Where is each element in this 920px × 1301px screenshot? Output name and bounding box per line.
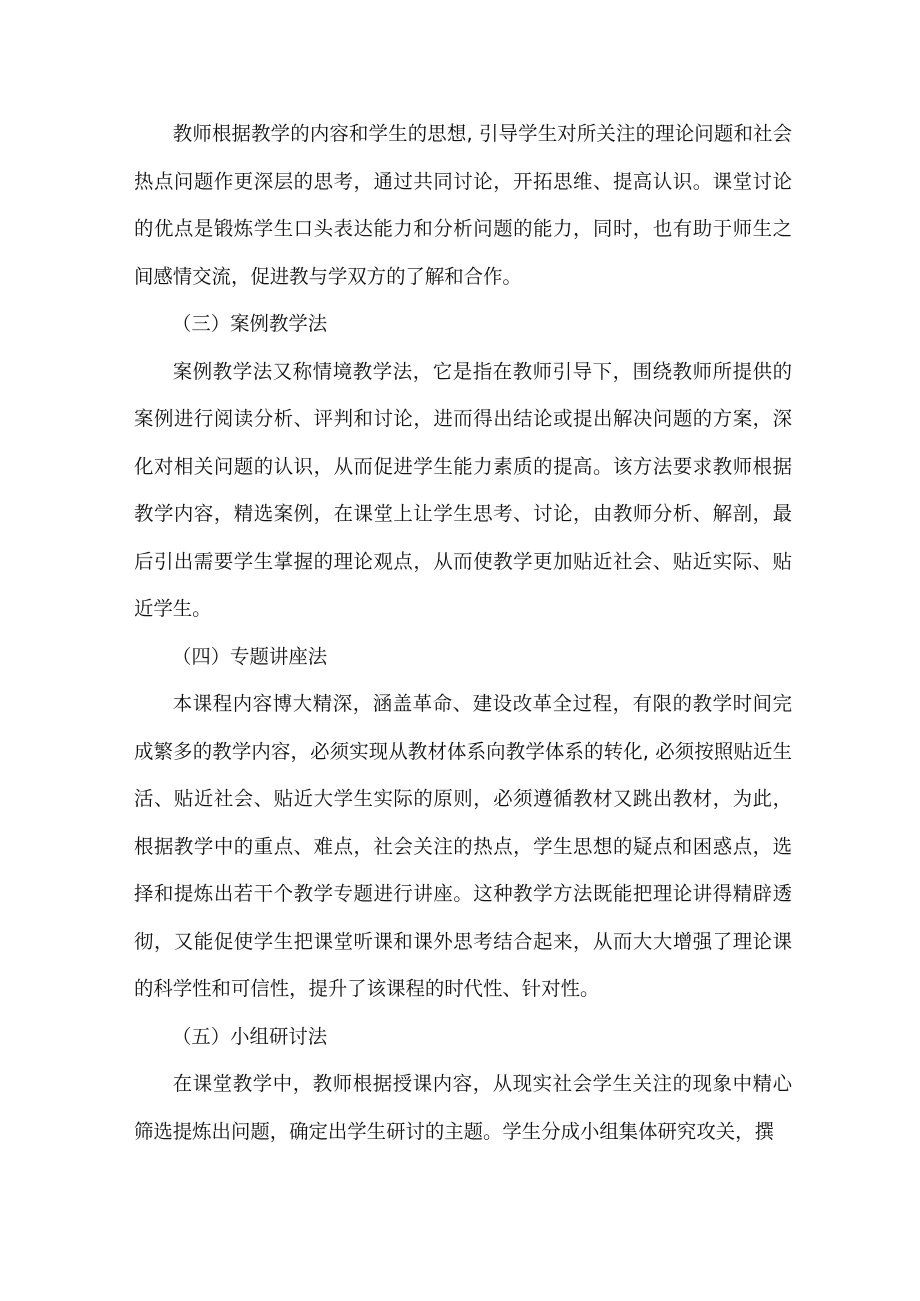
paragraph-lecture-method: 本课程内容博大精深，涵盖革命、建设改革全过程，有限的教学时间完成繁多的教学内容，必须实现从教材体系向教学体系的转化, 必须按照贴近生活、贴近社会、贴近大学生实际的原则，必须遵循教材又跳出教材，为此，根据教学中的重点、难点，社会关注的热点，学生思想的疑点和困惑点，选择和提炼出若干个教学专题进行讲座。这种教学方法既能把理论讲得精辟透彻，又能促使学生把课堂听课和课外思考结合起来，从而大大增强了理论课的科学性和可信性，提升了该课程的时代性、针对性。 <box>134 692 792 1000</box>
heading-group-discussion: （五）小组研讨法 <box>172 1024 328 1048</box>
document-page <box>134 110 792 1155</box>
heading-case-teaching: （三）案例教学法 <box>172 312 328 335</box>
paragraph-group-discussion: 在课堂教学中，教师根据授课内容，从现实社会学生关注的现象中精心筛选提炼出问题，确定出学生研讨的主题。学生分成小组集体研究攻关，撰 <box>134 1072 792 1143</box>
paragraph-case-teaching: 案例教学法又称情境教学法，它是指在教师引导下，围绕教师所提供的案例进行阅读分析、评判和讨论，进而得出结论或提出解决问题的方案，深化对相关问题的认识，从而促进学生能力素质的提高。该方法要求教师根据教学内容，精选案例，在课堂上让学生思考、讨论，由教师分析、解剖，最后引出需要学生掌握的理论观点，从而使教学更加贴近社会、贴近实际、贴近学生。 <box>134 359 792 620</box>
paragraph-classroom-discussion: 教师根据教学的内容和学生的思想, 引导学生对所关注的理论问题和社会热点问题作更深层的思考，通过共同讨论，开拓思维、提高认识。课堂讨论的优点是锻炼学生口头表达能力和分析问题的能力，同时，也有助于师生之间感情交流，促进教与学双方的了解和合作。 <box>134 122 792 288</box>
heading-lecture-method: （四）专题讲座法 <box>172 644 328 668</box>
